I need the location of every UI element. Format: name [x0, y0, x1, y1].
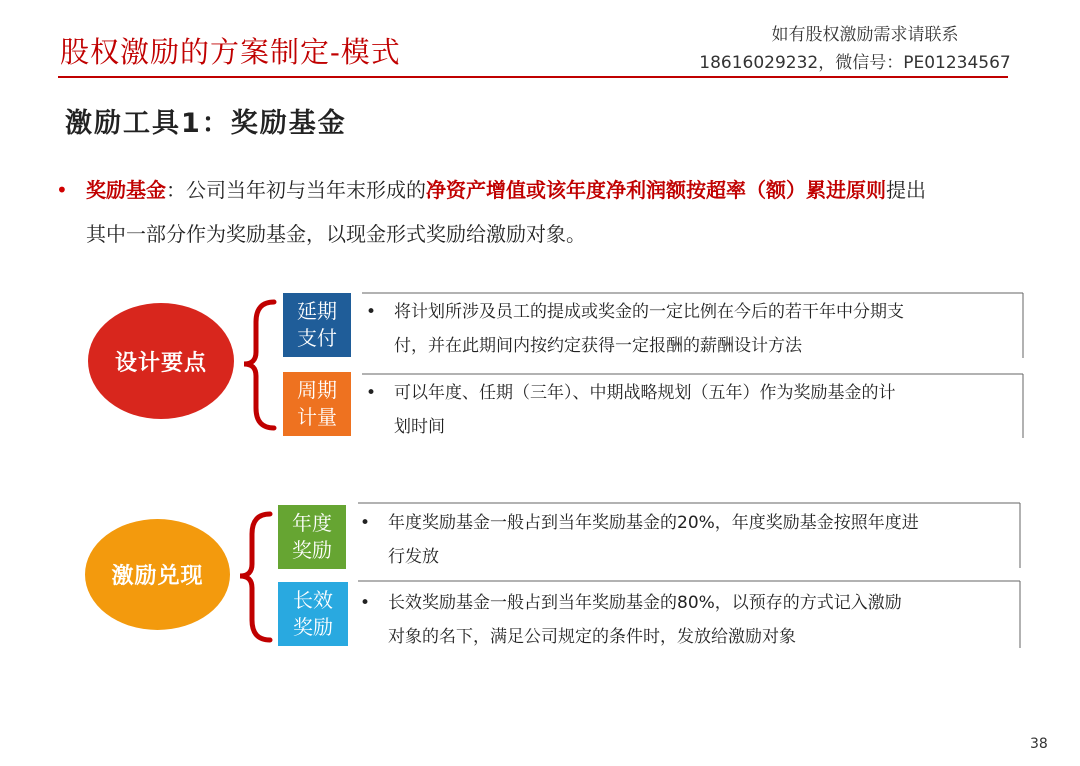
bullet: •: [360, 593, 371, 613]
slide-title: 股权激励的方案制定-模式: [60, 35, 401, 69]
label-line: 计量: [297, 405, 337, 429]
bullet: •: [366, 302, 377, 322]
label-line: 奖励: [292, 538, 332, 562]
brace-group2: [240, 514, 270, 640]
text-box-period-measure: [366, 376, 1016, 444]
label-line: 支付: [297, 326, 337, 350]
circle-design-points: 设计要点: [88, 303, 234, 419]
intro-label: 奖励基金: [86, 178, 166, 202]
label-annual-reward: [278, 505, 346, 569]
text-box-annual-reward: [360, 506, 1020, 574]
intro-line-2: 其中一部分作为奖励基金，以现金形式奖励给激励对象。: [86, 222, 586, 246]
text-line: 划时间: [394, 417, 445, 437]
text-line: 付，并在此期间内按约定获得一定报酬的薪酬设计方法: [394, 336, 802, 356]
intro-text-1: 公司当年初与当年末形成的: [186, 178, 426, 202]
label-line: 长效: [293, 588, 333, 612]
label-line: 年度: [292, 511, 332, 535]
page-number: 38: [1030, 736, 1048, 752]
label-line: 奖励: [293, 615, 333, 639]
label-long-term-reward: [278, 582, 348, 646]
bullet: •: [360, 513, 371, 533]
text-line: 对象的名下，满足公司规定的条件时，发放给激励对象: [388, 627, 796, 647]
label-line: 周期: [297, 378, 337, 402]
contact-line-1: 如有股权激励需求请联系: [771, 25, 959, 45]
brace-group1: [244, 302, 274, 428]
text-line: 将计划所涉及员工的提成或奖金的一定比例在今后的若干年中分期支: [394, 302, 904, 322]
intro-colon: ：: [166, 178, 186, 202]
label-deferred-payment: [283, 293, 351, 357]
intro-bullet: •: [56, 178, 68, 202]
text-line: 年度奖励基金一般占到当年奖励基金的20%，年度奖励基金按照年度进: [388, 513, 919, 533]
text-box-long-term-reward: [360, 586, 1020, 654]
text-line: 可以年度、任期（三年）、中期战略规划（五年）作为奖励基金的计: [394, 383, 896, 403]
bullet: •: [366, 383, 377, 403]
label-period-measure: [283, 372, 351, 436]
circle-incentive-cashout: 激励兑现: [85, 519, 230, 630]
text-line: 行发放: [388, 547, 439, 567]
intro-text-2: 提出: [886, 178, 926, 202]
intro-emphasis: 净资产增值或该年度净利润额按超率（额）累进原则: [426, 178, 886, 202]
contact-line-2: 18616029232，微信号：PE01234567: [699, 53, 1011, 73]
text-box-deferred-payment: [366, 295, 1016, 363]
section-heading: 激励工具1：奖励基金: [65, 108, 347, 139]
label-line: 延期: [297, 299, 337, 323]
text-line: 长效奖励基金一般占到当年奖励基金的80%，以预存的方式记入激励: [388, 593, 902, 613]
